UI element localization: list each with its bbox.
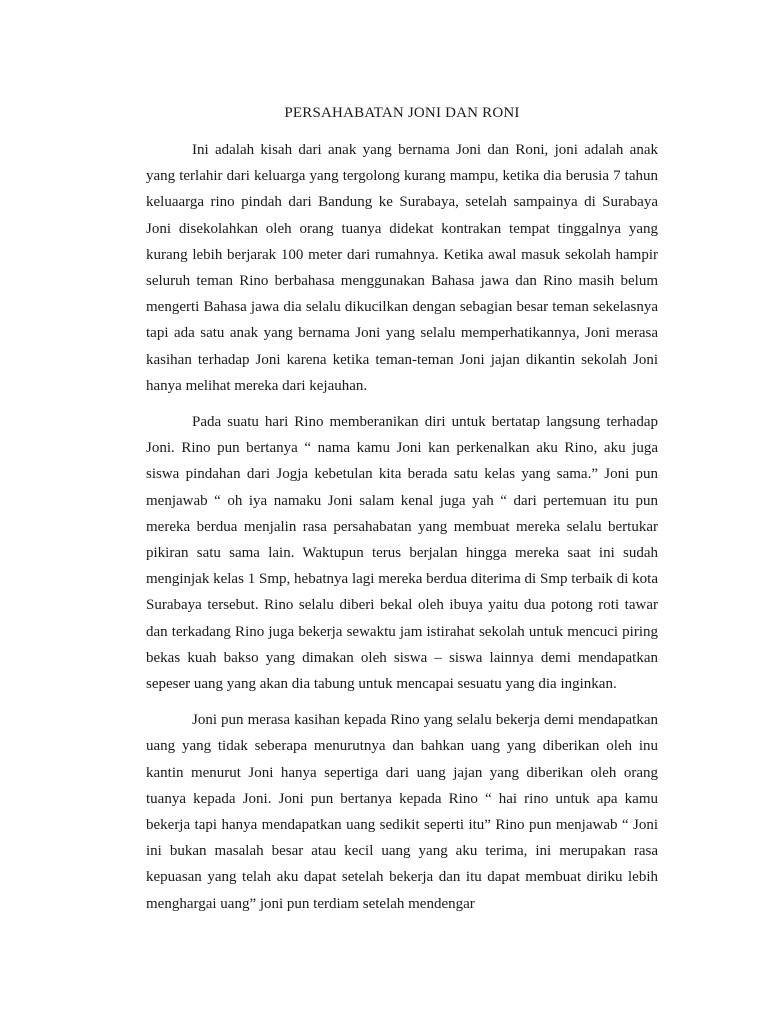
paragraph-1: Ini adalah kisah dari anak yang bernama Joni dan Roni, joni adalah anak yang terlahir dari keluarga yang tergolong kurang mampu, ketika dia berusia 7 tahun keluaarga rino pindah dari Bandung ke Surabaya, setelah sampainya di Surabaya Joni disekolahkan oleh orang tuanya didekat kontrakan tempat tinggalnya yang kurang lebih berjarak 100 meter dari rumahnya. Ketika awal masuk sekolah hampir seluruh teman Rino berbahasa menggunakan Bahasa jawa dan Rino masih belum mengerti Bahasa jawa dia selalu dikucilkan dengan sebagian besar teman sekelasnya tapi ada satu anak yang bernama Joni yang selalu memperhatikannya, Joni merasa kasihan terhadap Joni karena ketika teman-teman Joni jajan dikantin sekolah Joni hanya melihat mereka dari kejauhan. xyxy=(146,142,658,394)
document-body xyxy=(146,103,658,927)
paragraph-3: Joni pun merasa kasihan kepada Rino yang selalu bekerja demi mendapatkan uang yang tidak seberapa menurutnya dan bahkan uang yang diberikan oleh inu kantin menurut Joni hanya sepertiga dari uang jajan yang diberikan oleh orang tuanya kepada Joni. Joni pun bertanya kepada Rino “ hai rino untuk apa kamu bekerja tapi hanya mendapatkan uang sedikit seperti itu” Rino pun menjawab “ Joni ini bukan masalah besar atau kecil uang yang aku terima, ini merupakan rasa kepuasan yang telah aku dapat setelah bekerja dan itu dapat membuat diriku lebih menghargai uang” joni pun terdiam setelah mendengar xyxy=(146,712,658,912)
paragraph-2: Pada suatu hari Rino memberanikan diri untuk bertatap langsung terhadap Joni. Rino pun bertanya “ nama kamu Joni kan perkenalkan aku Rino, aku juga siswa pindahan dari Jogja kebetulan kita berada satu kelas yang sama.” Joni pun menjawab “ oh iya namaku Joni salam kenal juga yah “ dari pertemuan itu pun mereka berdua menjalin rasa persahabatan yang membuat mereka selalu bertukar pikiran satu sama lain. Waktupun terus berjalan hingga mereka saat ini sudah menginjak kelas 1 Smp, hebatnya lagi mereka berdua diterima di Smp terbaik di kota Surabaya tersebut. Rino selalu diberi bekal oleh ibuya yaitu dua potong roti tawar dan terkadang Rino juga bekerja sewaktu jam istirahat sekolah untuk mencuci piring bekas kuah bakso yang dimakan oleh siswa – siswa lainnya demi mendapatkan sepeser uang yang akan dia tabung untuk mencapai sesuatu yang dia inginkan. xyxy=(146,414,658,693)
document-title: PERSAHABATAN JONI DAN RONI xyxy=(284,105,520,121)
